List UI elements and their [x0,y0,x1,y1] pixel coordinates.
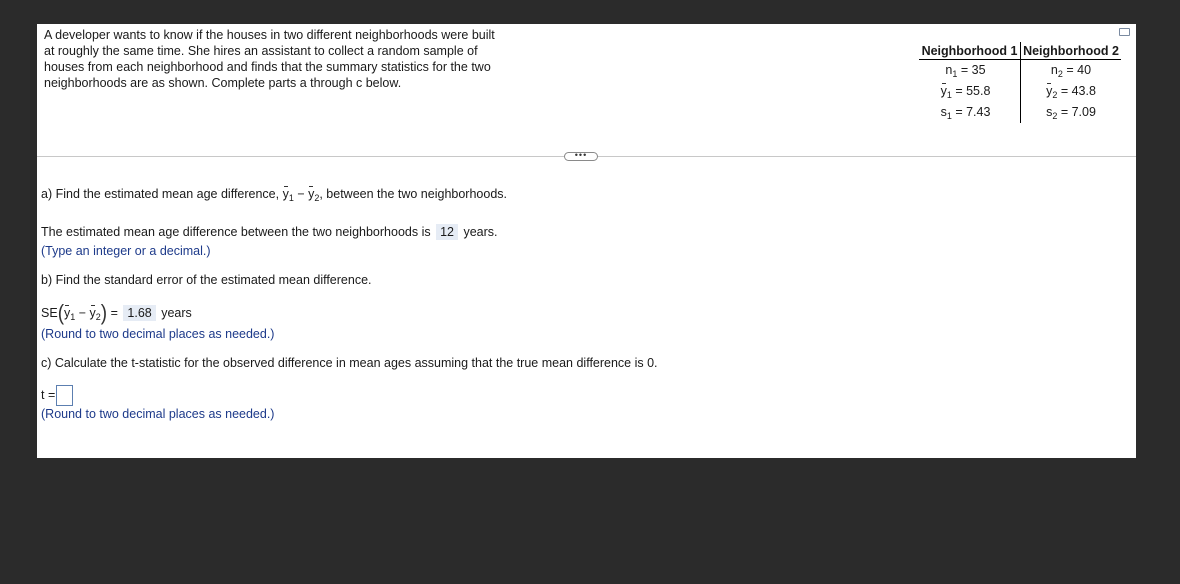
part-a-hint: (Type an integer or a decimal.) [41,244,211,258]
part-b-question: b) Find the standard error of the estimated mean difference. [41,273,372,287]
part-a-answer-value: 12 [436,224,458,240]
stat-y2: $y_2 = 43.8$ [1046,83,1096,100]
stat-n1: $n_1 = 35$ [919,60,1021,82]
stat-s1: $s_1 = 7.43$ [919,102,1021,123]
problem-statement: A developer wants to know if the houses in two different neighborhoods were built at roughly the same time. She hires an assistant to collect a random sample of houses from each neighborhood and finds that the summary statistics for the two neighborhoods are as shown. Complete parts a through c below. [44,28,495,90]
part-c-answer-line: t = [41,385,73,406]
column-header-neighborhood-2: Neighborhood 2 [1021,42,1122,60]
collapse-handle-button[interactable]: ••• [564,152,598,161]
part-b-answer-value: 1.68 [123,305,155,321]
stat-y1: $y_1 = 55.8$ [919,81,1021,102]
expand-window-icon[interactable] [1119,28,1130,36]
stat-n2: $n_2 = 40$ [1050,62,1092,79]
part-a-question: a) Find the estimated mean age difference, $y_1 - y_2$, between the two neighborhoods. [41,187,507,203]
t-statistic-input[interactable] [56,385,73,406]
question-panel [37,24,1136,458]
part-b-hint: (Round to two decimal places as needed.) [41,327,275,341]
column-header-neighborhood-1: Neighborhood 1 [919,42,1021,60]
part-c-hint: (Round to two decimal places as needed.) [41,407,275,421]
part-b-answer-line: $SE(y_1 - y_2) = 1.68$ years [41,301,192,326]
part-c-question: c) Calculate the t-statistic for the observed difference in mean ages assuming that the true mean difference is 0. [41,356,658,370]
stat-s2: $s_2 = 7.09$ [1046,104,1096,121]
summary-statistics-table [919,42,1121,123]
part-a-answer-line: The estimated mean age difference between the two neighborhoods is 12 years. [41,225,498,239]
